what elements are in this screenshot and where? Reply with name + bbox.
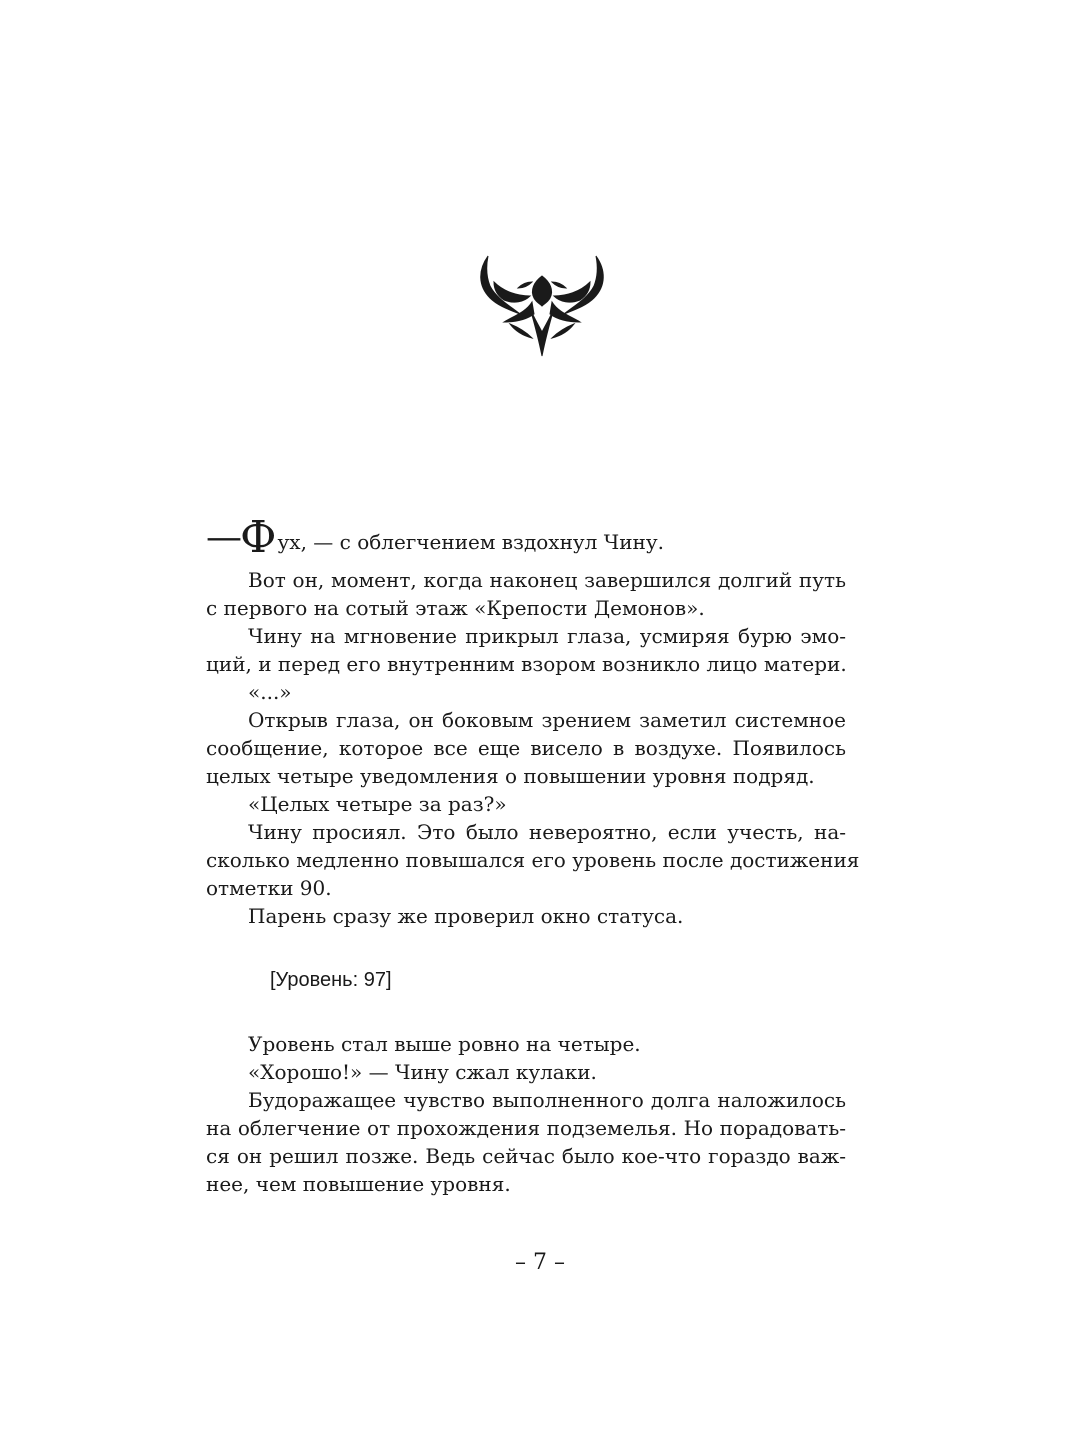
text-line: с первого на сотый этаж «Крепости Демонов». (206, 596, 705, 620)
opening-text: ух, — с облегчением вздохнул Чину. (277, 530, 664, 554)
text-line: «...» (248, 680, 292, 704)
tribal-ornament-icon (474, 252, 610, 360)
opening-line (206, 512, 846, 563)
text-line: на облегчение от прохождения подземелья. Но порадовать- (206, 1116, 846, 1140)
text-line: Открыв глаза, он боковым зрением заметил системное (248, 708, 846, 732)
text-line: «Хорошо!» — Чину сжал кулаки. (248, 1060, 597, 1084)
text-line: сколько медленно повышался его уровень после достижения (206, 848, 860, 872)
text-line: Будоражащее чувство выполненного долга наложилось (248, 1088, 846, 1112)
text-line: Чину на мгновение прикрыл глаза, усмиряя бурю эмо- (248, 624, 846, 648)
text-line: отметки 90. (206, 876, 332, 900)
text-line: нее, чем повышение уровня. (206, 1172, 511, 1196)
text-line: Уровень стал выше ровно на четыре. (248, 1032, 641, 1056)
page-number: – 7 – (515, 1250, 565, 1275)
text-line: «Целых четыре за раз?» (248, 792, 507, 816)
drop-cap: Ф (240, 512, 277, 563)
status-window-text: [Уровень: 97] (270, 969, 392, 991)
text-line: целых четыре уведомления о повышении уровня подряд. (206, 764, 815, 788)
text-line: Парень сразу же проверил окно статуса. (248, 904, 684, 928)
text-line: ций, и перед его внутренним взором возникло лицо матери. (206, 652, 847, 676)
text-line: сообщение, которое все еще висело в воздухе. Появилось (206, 736, 846, 760)
body-text (206, 512, 860, 1198)
text-line: ся он решил позже. Ведь сейчас было кое-что гораздо важ- (206, 1144, 846, 1168)
opening-dash: — (206, 517, 240, 558)
text-line: Вот он, момент, когда наконец завершился долгий путь (248, 568, 846, 592)
text-line: Чину просиял. Это было невероятно, если учесть, на- (248, 820, 846, 844)
